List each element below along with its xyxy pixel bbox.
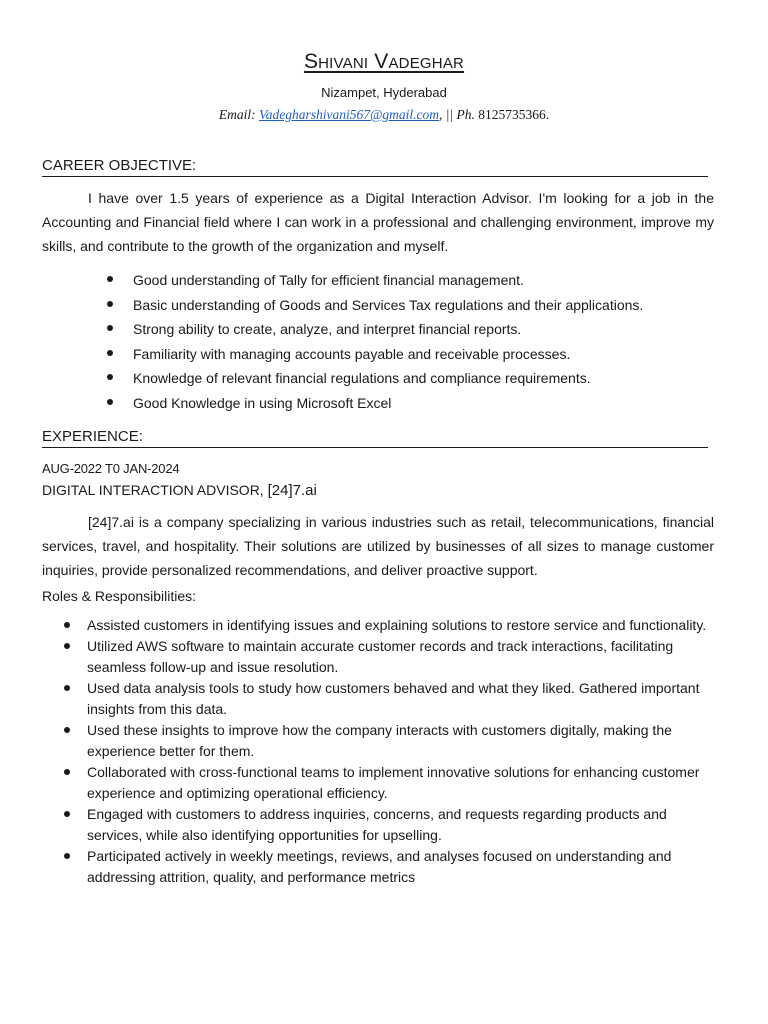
bullet-icon — [107, 276, 113, 282]
bullet-icon — [64, 811, 70, 817]
contact-line — [0, 107, 768, 123]
phone-label: Ph. — [456, 107, 475, 122]
bullet-icon — [107, 350, 113, 356]
candidate-name: Shivani Vadeghar — [303, 50, 465, 73]
bullet-icon — [64, 853, 70, 859]
list-item: Utilized AWS software to maintain accurate customer records and track interactions, facilitating seamless follow-up and issue resolution. — [42, 636, 718, 678]
list-item: Assisted customers in identifying issues and explaining solutions to restore service and functionality. — [42, 615, 718, 636]
experience-date-range: AUG-2022 T0 JAN-2024 — [42, 461, 180, 476]
list-item: Participated actively in weekly meetings, reviews, and analyses focused on understanding and addressing attrition, quality, and performance metrics — [42, 846, 718, 888]
bullet-icon — [64, 643, 70, 649]
career-objective-heading: CAREER OBJECTIVE: — [42, 157, 708, 177]
phone-number: 8125735366. — [478, 107, 550, 122]
list-item: Used data analysis tools to study how customers behaved and what they liked. Gathered important insights from this data. — [42, 678, 718, 720]
job-role: DIGITAL INTERACTION ADVISOR, — [42, 482, 264, 498]
list-item: Good understanding of Tally for efficient financial management. — [90, 268, 643, 293]
experience-title — [42, 482, 317, 499]
roles-heading: Roles & Responsibilities: — [42, 588, 197, 604]
contact-separator: , || — [438, 107, 454, 122]
list-item: Collaborated with cross-functional teams to implement innovative solutions for enhancing customer experience and optimizing operational efficiency. — [42, 762, 718, 804]
list-item: Basic understanding of Goods and Services Tax regulations and their applications. — [90, 293, 643, 318]
company-name: [24]7.ai — [267, 482, 317, 499]
email-link[interactable]: Vadegharshivani567@gmail.com — [258, 107, 439, 122]
bullet-icon — [107, 301, 113, 307]
bullet-icon — [107, 325, 113, 331]
bullet-icon — [64, 685, 70, 691]
list-item: Familiarity with managing accounts payable and receivable processes. — [90, 342, 643, 367]
responsibilities-list — [42, 615, 718, 888]
bullet-icon — [64, 769, 70, 775]
email-label: Email: — [218, 107, 256, 122]
bullet-icon — [107, 374, 113, 380]
list-item: Used these insights to improve how the company interacts with customers digitally, making the experience better for them. — [42, 720, 718, 762]
objective-text: I have over 1.5 years of experience as a Digital Interaction Advisor. I'm looking for a job in the Accounting and Financial field where I can work in a professional and challenging environment, improve my skills, and contribute to the growth of the organization and myself. — [42, 190, 714, 254]
experience-heading: EXPERIENCE: — [42, 428, 708, 448]
candidate-location: Nizampet, Hyderabad — [321, 85, 447, 100]
company-description: [24]7.ai is a company specializing in various industries such as retail, telecommunications, financial services, travel, and hospitality. Their solutions are utilized by businesses of all sizes to manage customer inquiries, provide personalized recommendations, and deliver proactive support. — [42, 514, 714, 578]
bullet-icon — [64, 622, 70, 628]
bullet-icon — [107, 399, 113, 405]
list-item: Knowledge of relevant financial regulations and compliance requirements. — [90, 366, 643, 391]
list-item: Engaged with customers to address inquiries, concerns, and requests regarding products and services, while also identifying opportunities for upselling. — [42, 804, 718, 846]
bullet-icon — [64, 727, 70, 733]
list-item: Strong ability to create, analyze, and interpret financial reports. — [90, 317, 643, 342]
list-item: Good Knowledge in using Microsoft Excel — [90, 391, 643, 416]
skills-list — [90, 268, 643, 416]
